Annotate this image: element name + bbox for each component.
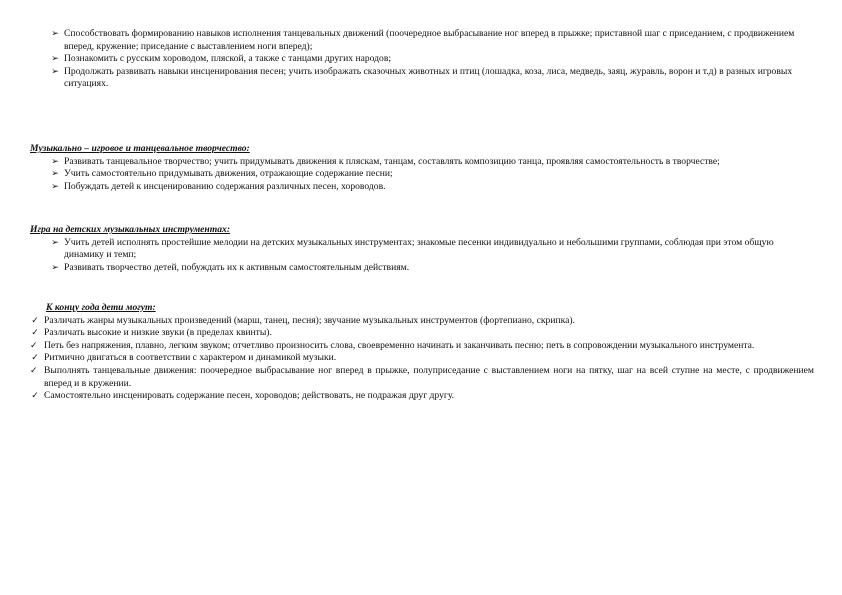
- section-year-end-outcomes: [0, 302, 842, 403]
- checkmark-bullet-icon: ✓: [31, 353, 39, 364]
- arrow-bullet-icon: ➢: [51, 169, 59, 180]
- arrow-bullet-icon: ➢: [51, 54, 59, 65]
- list-item-text: Побуждать детей к инсценированию содержания различных песен, хороводов.: [64, 180, 386, 192]
- list-item-text: Способствовать формированию навыков исполнения танцевальных движений (поочередное выбрасывание ног вперед в прыжке; приставной шаг с приседанием, с продвижением вперед, кружение; приседание с выставлением ноги вперед);: [64, 28, 795, 52]
- section-heading: К концу года дети могут:: [46, 302, 156, 313]
- dance-creativity-list: [0, 156, 842, 194]
- checkmark-bullet-icon: ✓: [30, 340, 38, 351]
- arrow-bullet-icon: ➢: [51, 262, 59, 273]
- list-item-text: Различать жанры музыкальных произведений (марш, танец, песня); звучание музыкальных инструментов (фортепиано, скрипка).: [44, 314, 575, 326]
- checkmark-bullet-icon: ✓: [31, 315, 39, 326]
- list-item: [0, 390, 814, 403]
- section-dance-creativity: [0, 143, 842, 193]
- list-item-text: Учить детей исполнять простейшие мелодии на детских музыкальных инструментах; знакомые песенки индивидуально и небольшими группами, соблюдая при этом общую динамику и темп;: [64, 236, 774, 261]
- arrow-bullet-icon: ➢: [51, 237, 59, 248]
- instruments-list: [0, 237, 842, 275]
- list-item-text: Развивать танцевальное творчество; учить придумывать движения к пляскам, танцам, составлять композицию танца, проявляя самостоятельность в творчестве;: [64, 155, 720, 167]
- checkmark-bullet-icon: ✓: [31, 391, 39, 402]
- list-item: [0, 237, 814, 262]
- arrow-bullet-icon: ➢: [51, 181, 59, 192]
- list-item-text: Петь без напряжения, плавно, легким звуком; отчетливо произносить слова, своевременно начинать и заканчивать песню; петь в сопровождении музыкального инструмента.: [44, 339, 755, 351]
- section-instruments: [0, 224, 842, 274]
- arrow-bullet-icon: ➢: [51, 29, 59, 39]
- list-item-text: Познакомить с русским хороводом, пляской, а также с танцами других народов;: [64, 53, 392, 65]
- list-item-text: Ритмично двигаться в соответствии с характером и динамикой музыки.: [44, 352, 337, 364]
- list-item: [0, 352, 814, 365]
- checkmark-bullet-icon: ✓: [30, 365, 38, 376]
- section-dance-skills: [0, 28, 842, 91]
- list-item: [0, 262, 814, 275]
- list-item: [0, 181, 814, 194]
- list-item-text: Развивать творчество детей, побуждать их к активным самостоятельным действиям.: [64, 261, 410, 273]
- list-item-text: Продолжать развивать навыки инсценирования песен; учить изображать сказочных животных и птиц (лошадка, коза, лиса, медведь, заяц, журавль, ворон и т.д) в разных игровых ситуациях.: [64, 65, 793, 90]
- list-item-text: Самостоятельно инсценировать содержание песен, хороводов; действовать, не подражая друг другу.: [44, 390, 455, 402]
- list-item: [0, 66, 814, 91]
- list-item: [0, 168, 814, 181]
- list-item: [0, 365, 814, 390]
- list-item: [0, 28, 814, 53]
- list-item-text: Выполнять танцевальные движения: поочередное выбрасывание ног вперед в прыжке, полуприседание с выставлением ноги на пятку, шаг на всей ступне на месте, с продвижением вперед и в кружении.: [44, 364, 814, 389]
- section-heading: Игра на детских музыкальных инструментах:: [30, 224, 231, 235]
- list-item: [0, 53, 814, 66]
- list-item-text: Учить самостоятельно придумывать движения, отражающие содержание песни;: [64, 168, 393, 180]
- list-item-text: Различать высокие и низкие звуки (в пределах квинты).: [44, 327, 272, 339]
- arrow-bullet-icon: ➢: [51, 156, 59, 167]
- list-item: [0, 156, 814, 169]
- list-item: [0, 327, 814, 340]
- section-heading: Музыкально – игровое и танцевальное творчество:: [30, 143, 250, 154]
- outcomes-list: [0, 315, 842, 403]
- list-item: [0, 315, 814, 328]
- list-item: [0, 340, 814, 353]
- checkmark-bullet-icon: ✓: [31, 328, 39, 339]
- arrow-bullet-icon: ➢: [51, 66, 59, 77]
- dance-skills-list: [0, 28, 842, 91]
